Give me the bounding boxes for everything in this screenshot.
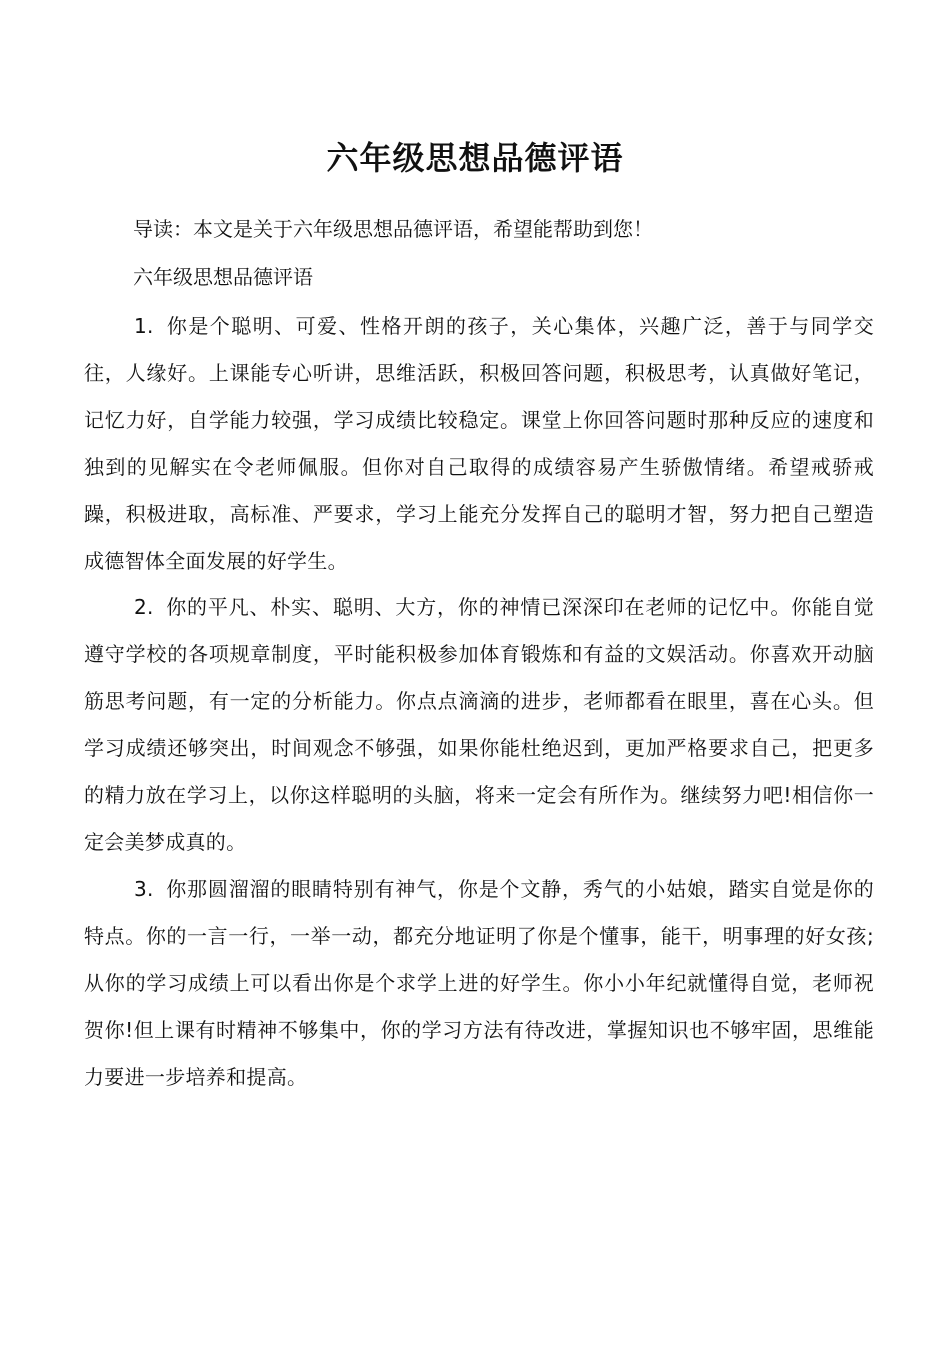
paragraph-text: 你的平凡、朴实、聪明、大方，你的神情已深深印在老师的记忆中。你能自觉遵守学校的各项规章制度，平时能积极参加体育锻炼和有益的文娱活动。你喜欢开动脑筋思考问题，有一定的分析能力。你点点滴滴的进步，老师都看在眼里，喜在心头。但学习成绩还够突出，时间观念不够强，如果你能杜绝迟到，更加严格要求自己，把更多的精力放在学习上，以你这样聪明的头脑，将来一定会有所作为。继续努力吧!相信你一定会美梦成真的。 — [84, 595, 874, 854]
document-title: 六年级思想品德评语 — [326, 139, 624, 177]
paragraph-text: 你是个聪明、可爱、性格开朗的孩子，关心集体，兴趣广泛，善于与同学交往，人缘好。上课能专心听讲，思维活跃，积极回答问题，积极思考，认真做好笔记，记忆力好，自学能力较强，学习成绩比较稳定。课堂上你回答问题时那种反应的速度和独到的见解实在令老师佩服。但你对自己取得的成绩容易产生骄傲情绪。希望戒骄戒躁，积极进取，高标准、严要求，学习上能充分发挥自己的聪明才智，努力把自己塑造成德智体全面发展的好学生。 — [84, 314, 874, 573]
paragraph-number: 1. — [134, 314, 154, 338]
section-subtitle: 六年级思想品德评语 — [133, 265, 313, 289]
comment-paragraph-3 — [84, 866, 874, 1101]
comment-paragraph-2 — [84, 584, 874, 866]
paragraph-text: 你那圆溜溜的眼睛特别有神气，你是个文静，秀气的小姑娘，踏实自觉是你的特点。你的一言一行，一举一动，都充分地证明了你是个懂事，能干，明事理的好女孩;从你的学习成绩上可以看出你是个求学上进的好学生。你小小年纪就懂得自觉，老师祝贺你!但上课有时精神不够集中，你的学习方法有待改进，掌握知识也不够牢固，思维能力要进一步培养和提高。 — [84, 877, 874, 1089]
comment-paragraph-1 — [84, 303, 874, 585]
paragraph-number: 3. — [134, 877, 154, 901]
paragraph-number: 2. — [134, 595, 154, 619]
lead-text: 导读：本文是关于六年级思想品德评语，希望能帮助到您！ — [133, 217, 653, 241]
